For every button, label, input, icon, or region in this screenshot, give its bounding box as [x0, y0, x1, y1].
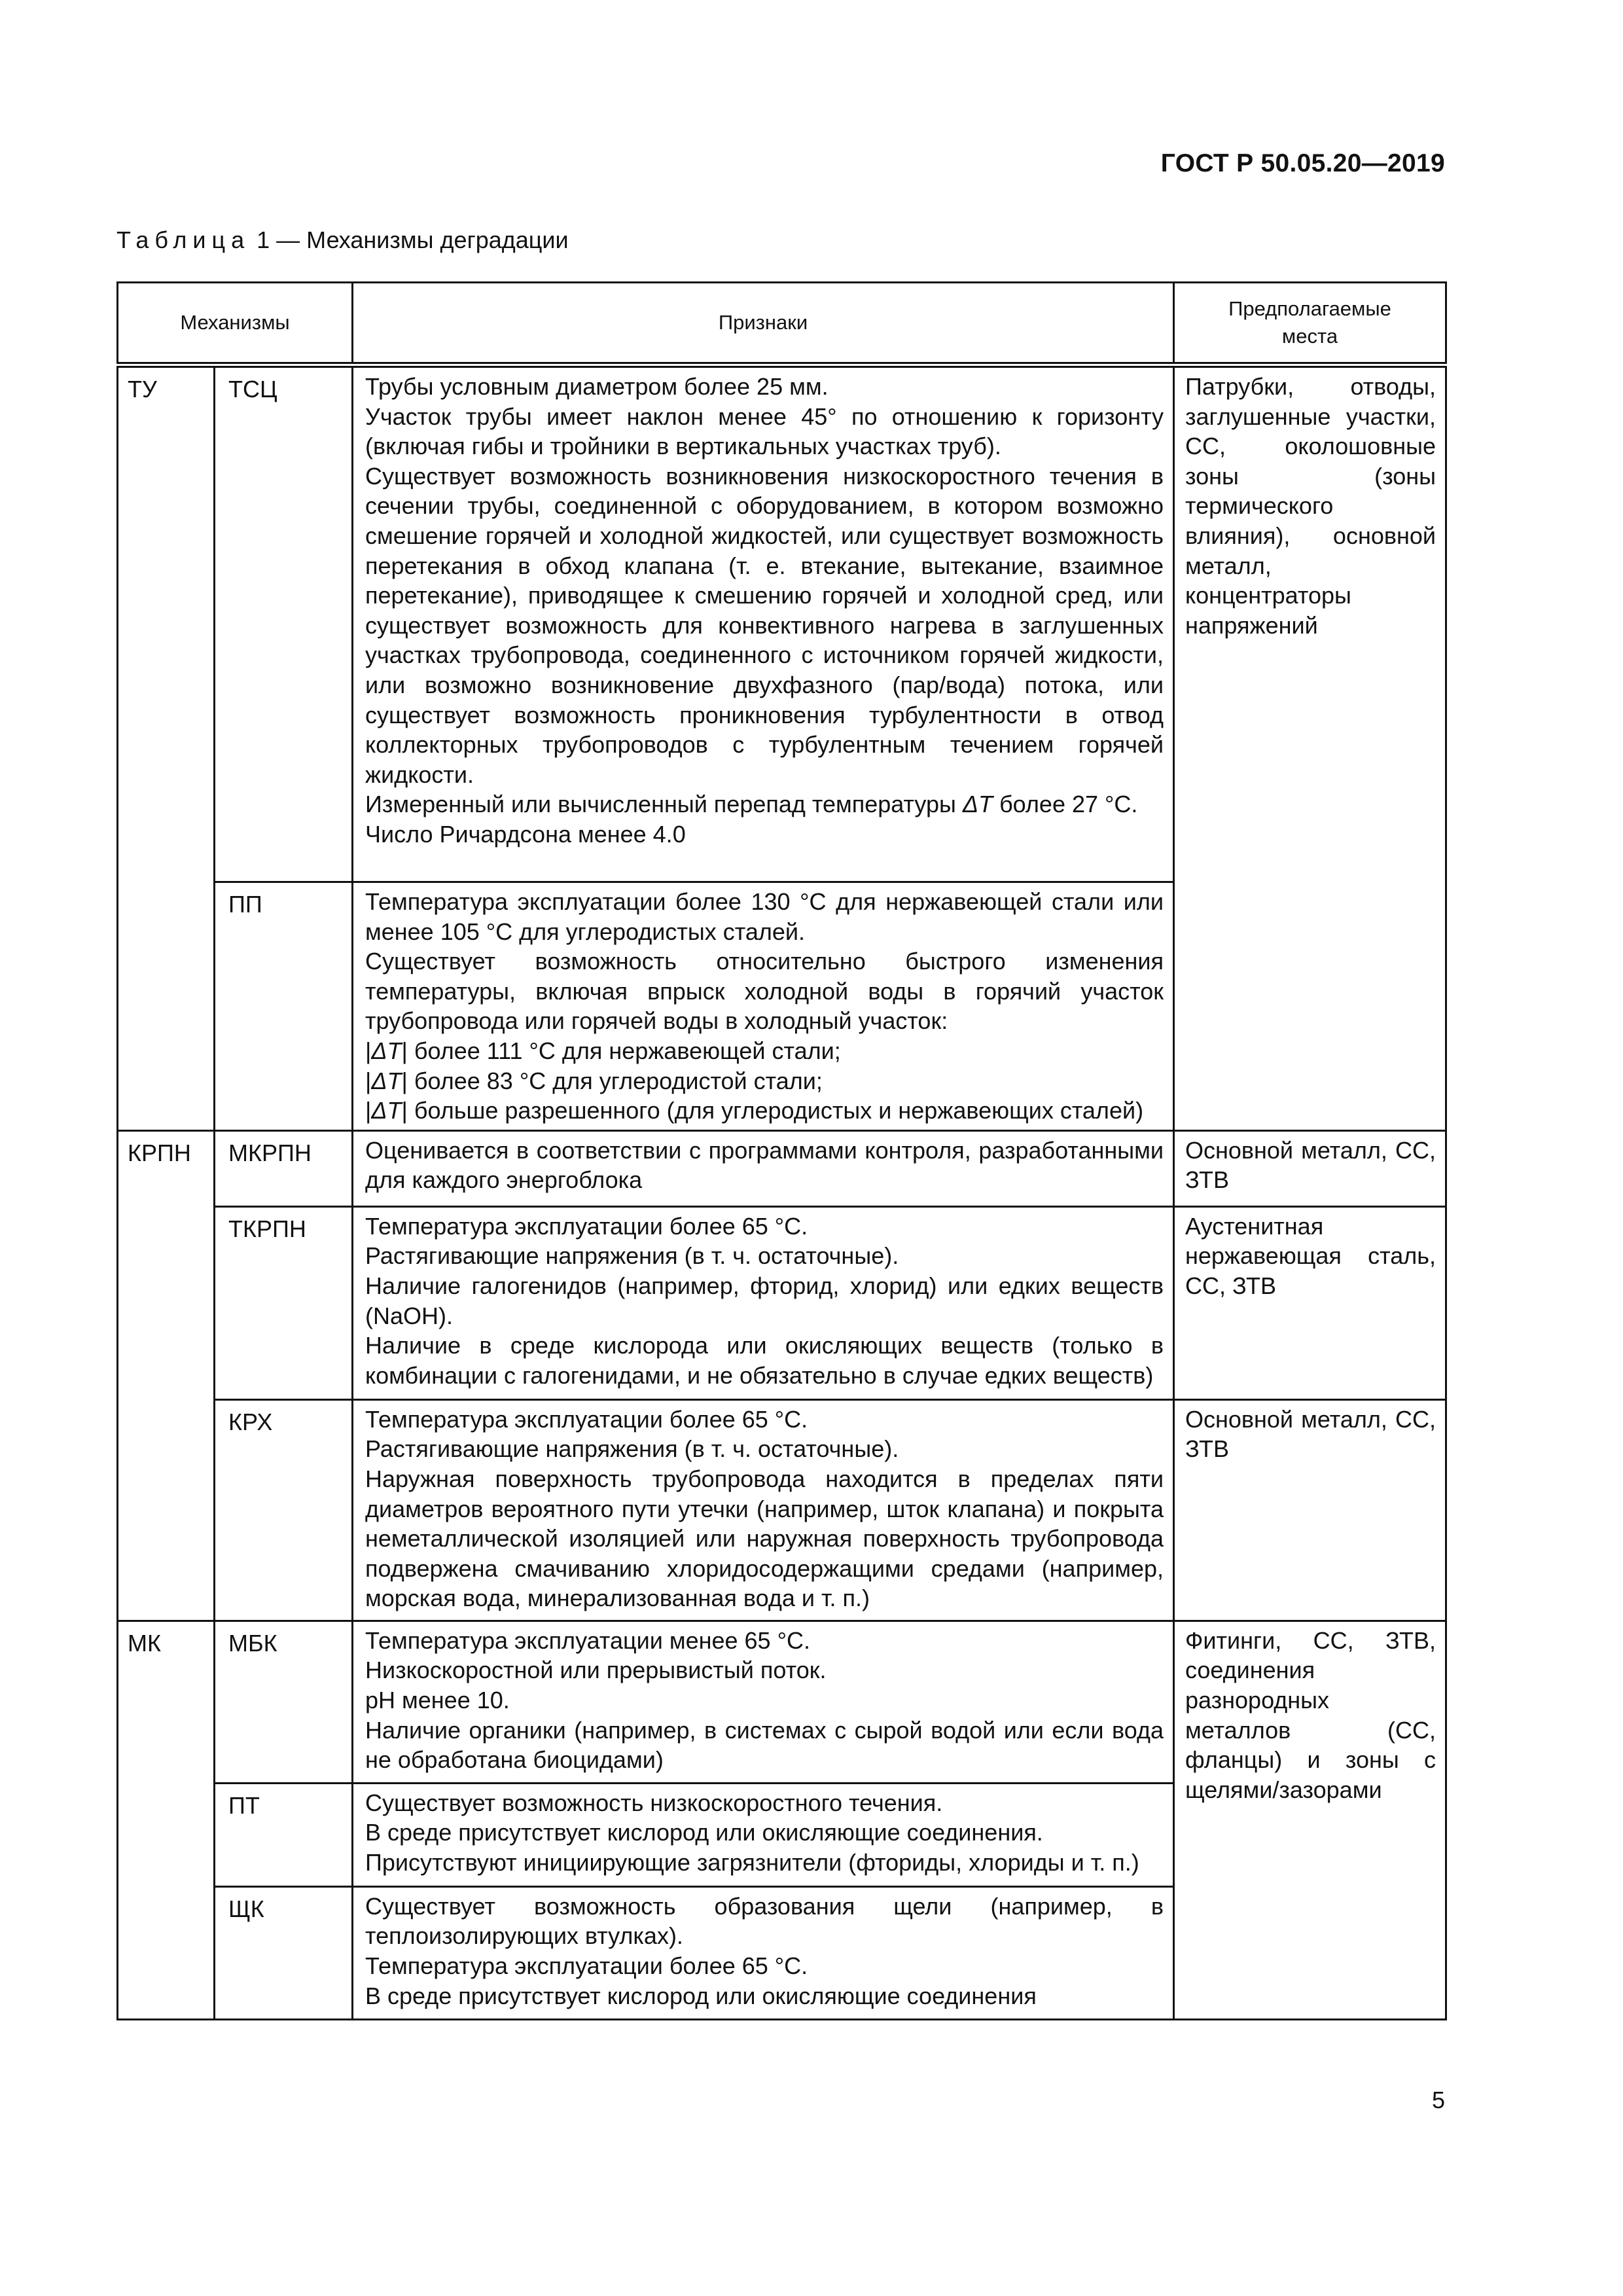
mechanism-shk: ЩК	[215, 1886, 353, 2019]
header-places	[1174, 283, 1446, 365]
mechanism-krh: КРХ	[215, 1399, 353, 1621]
mechanism-pp: ПП	[215, 882, 353, 1131]
delta-t-symbol: ΔT	[371, 1067, 402, 1094]
signs-text: | более 111 °C для нержавеющей стали;	[401, 1037, 841, 1064]
places-mkrpn	[1174, 1130, 1446, 1206]
table-row	[118, 1621, 1446, 1783]
signs-line: Число Ричардсона менее 4.0	[365, 820, 686, 848]
places-mk	[1174, 1621, 1446, 2019]
signs-line	[365, 1036, 1164, 1066]
table-row	[118, 1206, 1446, 1399]
signs-line: Трубы условным диаметром более 25 мм.	[365, 373, 829, 400]
mechanism-mkrpn: МКРПН	[215, 1130, 353, 1206]
signs-line: Температура эксплуатации более 130 °C для нержавеющей стали или менее 105 °C для углеродистых сталей.	[365, 888, 1164, 945]
signs-line: Присутствуют инициирующие загрязнители (фториды, хлориды и т. п.)	[365, 1848, 1139, 1876]
signs-text: более 27 °C.	[993, 791, 1138, 818]
table-row	[118, 365, 1446, 882]
signs-line: Существует возможность образования щели (например, в теплоизолирующих втулках).	[365, 1892, 1164, 1950]
signs-line: Существует возможность возникновения низкоскоростного течения в сечении трубы, соединенной с оборудованием, в котором возможно смешение горячей и холодной жидкостей, или существует возможность перетекания в обход клапана (т. е. втекание, вытекание, взаимное перетекание), приводящее к смешению горячей и холодной сред, или существует возможность для конвективного нагрева в заглушенных участках трубопровода, соединенного с источником горячей жидкости, или возможно возникновение двухфазного (пар/вода) потока, или существует возможность проникновения турбулентности в отвод коллекторных трубопроводов с турбулентным течением горячей жидкости.	[365, 462, 1164, 788]
places-tkrpn	[1174, 1206, 1446, 1399]
signs-text: Измеренный или вычисленный перепад температуры	[365, 791, 963, 818]
signs-line: Наличие органики (например, в системах с сырой водой или если вода не обработана биоцидами)	[365, 1716, 1164, 1774]
places-text: Основной металл, СС, ЗТВ	[1185, 1405, 1436, 1463]
signs-line: Температура эксплуатации менее 65 °C.	[365, 1626, 810, 1654]
table-row	[118, 1130, 1446, 1206]
signs-tsc	[353, 365, 1174, 882]
signs-line: Низкоскоростной или прерывистый поток.	[365, 1657, 827, 1684]
signs-line: В среде присутствует кислород или окисляющие соединения	[365, 1982, 1037, 2009]
signs-line: Наличие в среде кислорода или окисляющих веществ (только в комбинации с галогенидами, и не обязательно в случае едких веществ)	[365, 1332, 1164, 1389]
signs-line: Наружная поверхность трубопровода находится в пределах пяти диаметров вероятного пути утечки (например, шток клапана) и покрыта неметаллической изоляцией или наружная поверхность трубопровода подвержена смачиванию хлоридосодержащими средами (например, морская вода, минерализованная вода и т. п.)	[365, 1465, 1164, 1612]
signs-line	[365, 1066, 1164, 1096]
signs-tkrpn	[353, 1206, 1174, 1399]
signs-shk	[353, 1886, 1174, 2019]
delta-t-symbol: ΔT	[371, 1097, 402, 1124]
signs-line: Участок трубы имеет наклон менее 45° по отношению к горизонту (включая гибы и тройники в вертикальных участках труб).	[365, 403, 1164, 460]
bar-symbol: |	[365, 1067, 372, 1094]
signs-line: Температура эксплуатации более 65 °C.	[365, 1405, 808, 1433]
signs-line: Температура эксплуатации более 65 °C.	[365, 1212, 808, 1240]
delta-t-symbol: ΔT	[962, 791, 993, 818]
mechanism-pt: ПТ	[215, 1783, 353, 1886]
header-places-line-1: Предполагаемые	[1228, 297, 1391, 320]
signs-line	[365, 789, 1164, 819]
signs-krh	[353, 1399, 1174, 1621]
degradation-mechanisms-table	[116, 281, 1447, 2020]
signs-line: Существует возможность низкоскоростного течения.	[365, 1789, 943, 1816]
mechanism-group-krpn: КРПН	[118, 1130, 215, 1621]
signs-text: | больше разрешенного (для углеродистых и нержавеющих сталей)	[401, 1097, 1144, 1124]
signs-text: | более 83 °C для углеродистой стали;	[401, 1067, 823, 1094]
signs-line: pH менее 10.	[365, 1686, 510, 1713]
places-text: Основной металл, СС, ЗТВ	[1185, 1136, 1436, 1194]
signs-pp	[353, 882, 1174, 1131]
mechanism-tsc: ТСЦ	[215, 365, 353, 882]
page-number: 5	[1431, 2087, 1445, 2113]
table-caption	[116, 226, 569, 254]
signs-line: Оценивается в соответствии с программами контроля, разработанными для каждого энергоблока	[365, 1136, 1164, 1194]
signs-pt	[353, 1783, 1174, 1886]
bar-symbol: |	[365, 1097, 372, 1124]
signs-line	[365, 1096, 1164, 1126]
bar-symbol: |	[365, 1037, 372, 1064]
signs-mkrpn	[353, 1130, 1174, 1206]
header-signs: Признаки	[353, 283, 1174, 365]
header-mechanisms: Механизмы	[118, 283, 353, 365]
places-text: Фитинги, СС, ЗТВ, соединения разнородных металлов (СС, фланцы) и зоны с щелями/зазорами	[1185, 1626, 1436, 1803]
signs-line: В среде присутствует кислород или окисляющие соединения.	[365, 1819, 1043, 1846]
delta-t-symbol: ΔT	[371, 1037, 402, 1064]
signs-line: Температура эксплуатации более 65 °C.	[365, 1952, 808, 1979]
mechanism-tkrpn: ТКРПН	[215, 1206, 353, 1399]
signs-line: Существует возможность относительно быстрого изменения температуры, включая впрыск холодной воды в горячий участок трубопровода или горячей воды в холодный участок:	[365, 948, 1164, 1035]
places-text: Аустенитная нержавеющая сталь, СС, ЗТВ	[1185, 1212, 1436, 1299]
header-places-line-2: места	[1281, 325, 1338, 348]
places-text: Патрубки, отводы, заглушенные участки, СС, околошовные зоны (зоны термического влияния), основной металл, концентраторы напряжений	[1185, 373, 1436, 639]
table-caption-title: 1 — Механизмы деградации	[250, 226, 569, 253]
table-header-row	[118, 283, 1446, 365]
places-tu	[1174, 365, 1446, 1131]
signs-line: Наличие галогенидов (например, фторид, хлорид) или едких веществ (NaOH).	[365, 1272, 1164, 1329]
mechanism-group-mk: МК	[118, 1621, 215, 2019]
signs-line: Растягивающие напряжения (в т. ч. остаточные).	[365, 1435, 899, 1463]
mechanism-group-tu: ТУ	[118, 365, 215, 1131]
table-row	[118, 1399, 1446, 1621]
signs-line: Растягивающие напряжения (в т. ч. остаточные).	[365, 1242, 899, 1270]
table-caption-label: Таблица	[116, 226, 251, 253]
places-krh	[1174, 1399, 1446, 1621]
standard-designation: ГОСТ Р 50.05.20—2019	[1160, 149, 1445, 177]
mechanism-mbk: МБК	[215, 1621, 353, 1783]
signs-mbk	[353, 1621, 1174, 1783]
